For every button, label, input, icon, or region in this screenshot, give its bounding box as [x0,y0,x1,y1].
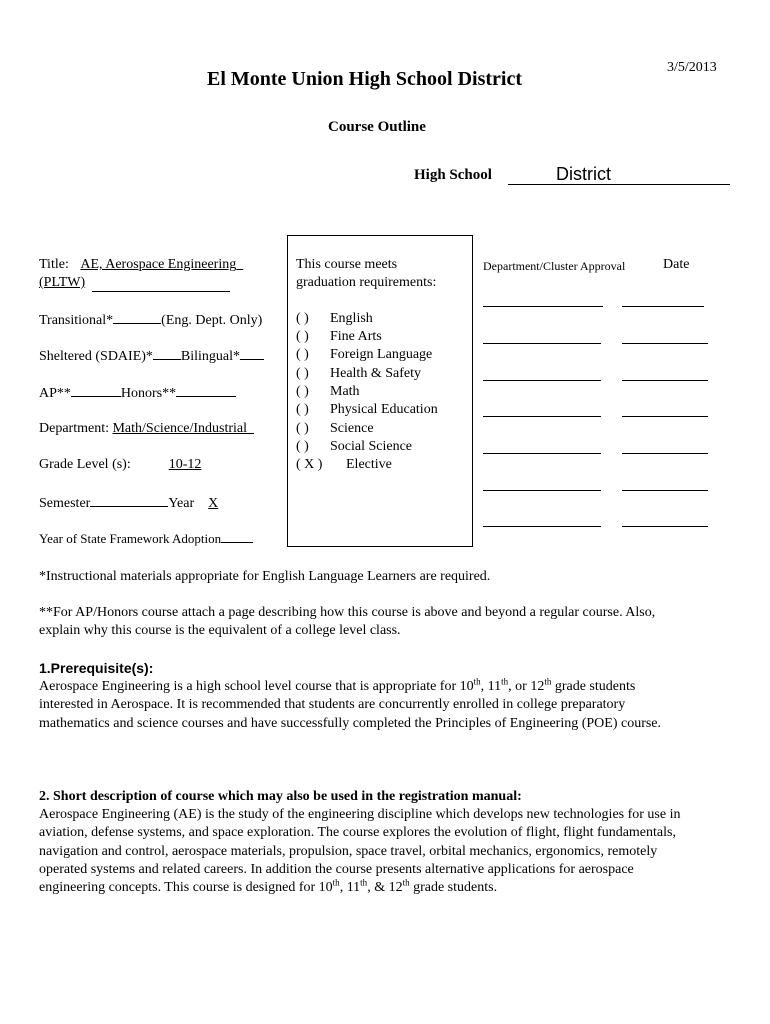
text-fragment: , 11 [480,679,502,694]
transitional-blank[interactable] [113,311,161,324]
description-line-5 [39,877,498,896]
transitional-suffix: (Eng. Dept. Only) [161,313,263,328]
checkbox-mark: ( ) [296,439,309,454]
requirement-label: English [330,311,373,326]
honors-blank[interactable] [176,384,236,397]
title-value-2: (PLTW) [39,275,86,290]
honors-label: Honors** [120,386,177,401]
checkbox-mark: ( ) [296,347,309,362]
text-fragment: engineering concepts. This course is designed for 10 [39,880,333,895]
description-line-2: aviation, defense systems, and space exploration. The course explores the evolution of flight, flight fundamentals, [39,825,676,840]
requirement-label: Science [330,421,374,436]
text-fragment: grade students. [409,880,498,895]
grade-blank[interactable] [131,457,257,473]
text-fragment: Aerospace Engineering is a high school level course that is appropriate for 10 [39,679,474,694]
requirement-label: Physical Education [330,402,438,417]
checkbox-mark: ( ) [296,384,309,399]
approval-signature-line[interactable] [483,416,601,417]
framework-label: Year of State Framework Adoption [39,531,222,546]
title-field [39,257,243,273]
text-fragment: grade students [551,679,636,694]
approval-signature-line[interactable] [483,453,601,454]
ap-label: AP** [39,386,71,401]
checkbox-mark: ( ) [296,311,309,326]
checkbox-mark: ( ) [296,329,309,344]
bilingual-blank[interactable] [240,347,264,360]
department-value[interactable]: Math/Science/Industrial [112,421,248,436]
requirement-label: Fine Arts [330,329,382,344]
description-line-3: navigation and control, aerospace materials, propulsion, space travel, orbital mechanics, ergonomics, remotely [39,844,658,859]
requirement-item[interactable] [296,457,392,473]
text-fragment: , & 12 [367,880,403,895]
text-fragment: , 11 [339,880,361,895]
superscript: th [544,676,552,687]
transitional-field [39,311,262,329]
requirement-label: Health & Safety [330,366,421,381]
grade-level-field [39,457,257,473]
approval-date-line[interactable] [622,490,708,491]
requirement-label: Elective [346,457,392,472]
checkbox-mark: ( ) [296,421,309,436]
semester-blank[interactable] [90,494,168,507]
semester-label: Semester [39,496,91,511]
approval-signature-line[interactable] [483,343,601,344]
bilingual-label: Bilingual* [180,349,241,364]
grade-label: Grade Level (s): [39,457,131,472]
department-field [39,421,254,437]
title-value[interactable]: AE, Aerospace Engineering [80,257,237,272]
prerequisites-heading: 1.Prerequisite(s): [39,660,154,676]
approval-signature-line[interactable] [483,306,603,307]
department-label: Department: [39,421,109,436]
sheltered-blank[interactable] [153,347,181,360]
requirement-item[interactable] [296,384,360,400]
approval-date-line[interactable] [622,526,708,527]
document-subtitle: Course Outline [328,119,426,135]
requirement-item[interactable] [296,402,438,418]
approval-date-line[interactable] [622,380,708,381]
requirement-item[interactable] [296,366,421,382]
requirement-label: Foreign Language [330,347,433,362]
transitional-label: Transitional* [39,313,114,328]
description-line-1: Aerospace Engineering (AE) is the study of the engineering discipline which develops new technologies for use in [39,807,681,822]
title-value-line2[interactable] [39,275,85,291]
requirement-item[interactable] [296,439,412,455]
district-title: El Monte Union High School District [207,68,523,90]
requirement-item[interactable] [296,347,432,363]
prerequisites-line-1 [39,676,636,695]
school-value[interactable]: District [556,164,611,184]
grade-value: 10-12 [168,457,202,472]
requirement-item[interactable] [296,311,373,327]
framework-field [39,531,253,547]
approval-date-label: Date [663,257,690,272]
document-date: 3/5/2013 [667,60,717,75]
ap-honors-note-line-2: explain why this course is the equivalent of a college level class. [39,623,401,638]
requirement-item[interactable] [296,329,382,345]
year-blank[interactable] [194,496,254,512]
requirements-heading-2: graduation requirements: [296,275,437,290]
superscript: th [360,877,368,888]
ell-note: *Instructional materials appropriate for English Language Learners are required. [39,569,491,584]
requirements-heading-1: This course meets [296,257,398,272]
approval-date-line[interactable] [622,416,708,417]
checkbox-mark: ( ) [296,366,309,381]
approval-signature-line[interactable] [483,380,601,381]
superscript: th [501,676,509,687]
year-label: Year [168,496,195,511]
prerequisites-line-2: interested in Aerospace. It is recommended that students are concurrently enrolled in college preparatory [39,697,626,712]
semester-year-field [39,494,254,512]
year-value: X [208,496,219,511]
checkbox-mark: ( ) [296,402,309,417]
superscript: th [332,877,340,888]
text-fragment: , or 12 [508,679,545,694]
description-heading: 2. Short description of course which may also be used in the registration manual: [39,789,522,804]
prerequisites-line-3: mathematics and science courses and have successfully completed the Principles of Engineering (POE) course. [39,716,662,731]
ap-blank[interactable] [71,384,121,397]
school-label: High School [414,167,492,183]
school-underline [508,184,730,185]
title-label: Title: [39,257,69,272]
approval-signature-line[interactable] [483,490,601,491]
framework-blank[interactable] [221,531,253,543]
approval-date-line[interactable] [622,343,708,344]
ap-honors-field [39,384,236,402]
requirement-label: Math [330,384,360,399]
sheltered-label: Sheltered (SDAIE)* [39,349,153,364]
requirement-label: Social Science [330,439,413,454]
superscript: th [402,877,410,888]
description-line-4: operated systems and related careers. In addition the course presents alternative applications for aerospace [39,862,634,877]
sheltered-field [39,347,264,365]
ap-honors-note-line-1: **For AP/Honors course attach a page describing how this course is above and beyond a regular course. Also, [39,605,656,620]
superscript: th [473,676,481,687]
requirement-item[interactable] [296,421,374,437]
approval-date-line[interactable] [622,453,708,454]
dept-approval-label: Department/Cluster Approval [483,259,626,273]
approval-signature-line[interactable] [483,526,601,527]
approval-date-line[interactable] [622,306,704,307]
checkbox-mark: ( X ) [296,457,323,472]
title-underline [92,291,230,292]
